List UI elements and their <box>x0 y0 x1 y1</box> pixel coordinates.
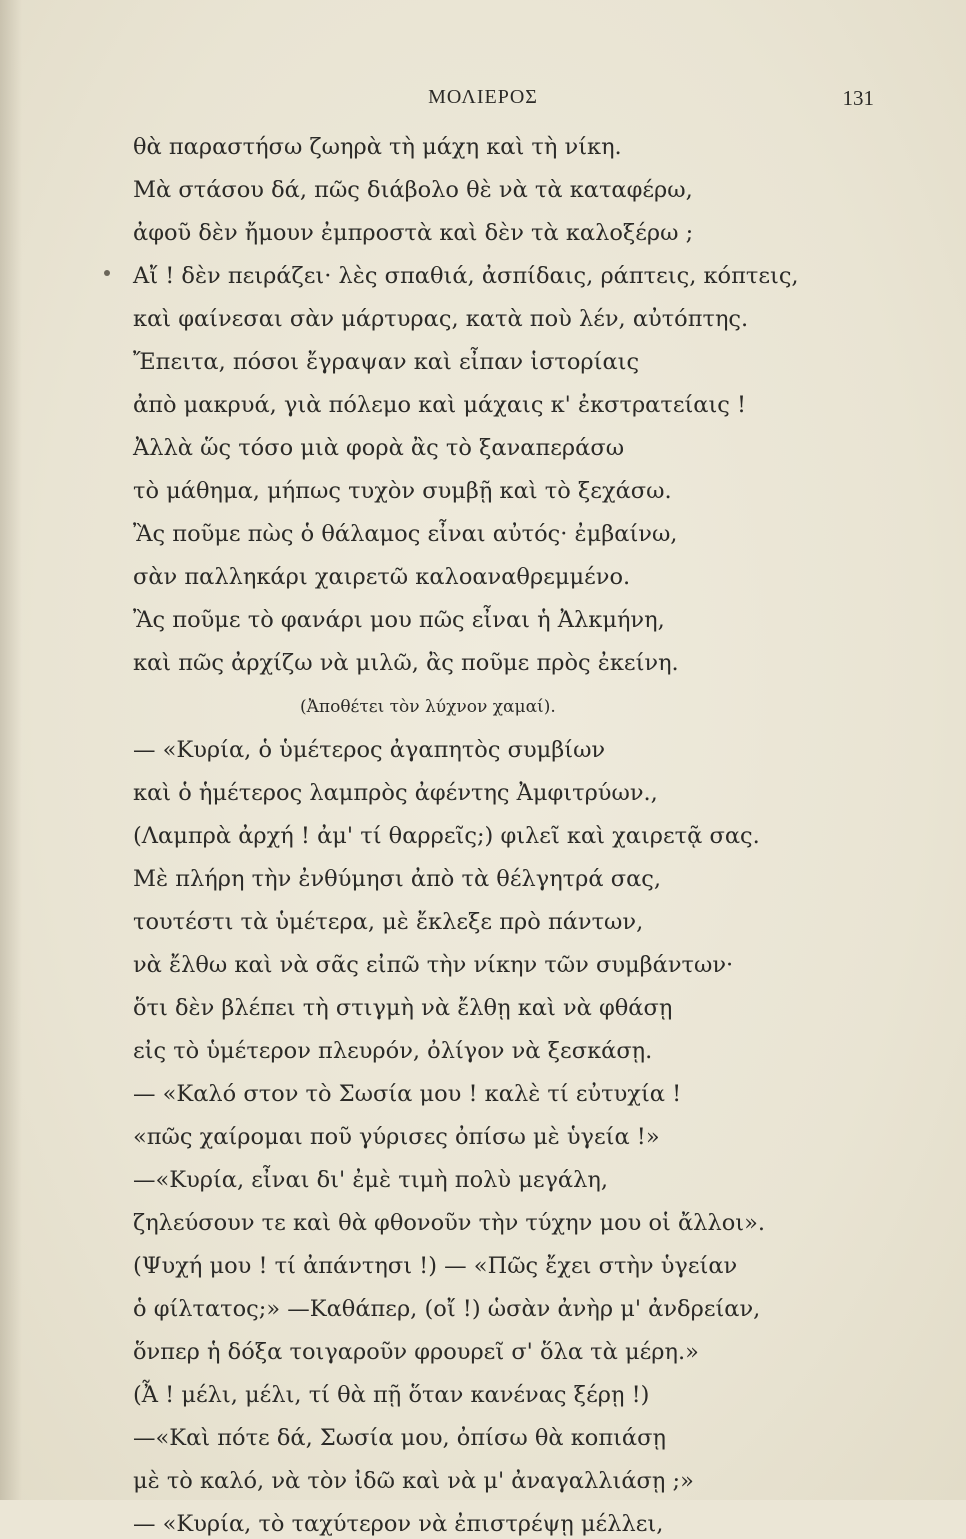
text-line: ἀπὸ μακρυά, γιὰ πόλεμο καὶ μάχαις κ' ἐκστρατείαις ! <box>133 392 747 418</box>
text-line: Ἔπειτα, πόσοι ἔγραψαν καὶ εἶπαν ἱστορίαις <box>133 349 640 375</box>
text-line: ὅτι δὲν βλέπει τὴ στιγμὴ νὰ ἔλθῃ καὶ νὰ φθάσῃ <box>133 995 673 1021</box>
running-head: ΜΟΛΙΕΡΟΣ <box>428 86 538 108</box>
text-line: τὸ μάθημα, μήπως τυχὸν συμβῇ καὶ τὸ ξεχάσω. <box>133 478 672 504</box>
text-line: Ἂς ποῦμε πὼς ὁ θάλαμος εἶναι αὐτός· ἐμβαίνω, <box>133 521 678 547</box>
text-line: νὰ ἔλθω καὶ νὰ σᾶς εἰπῶ τὴν νίκην τῶν συμβάντων· <box>133 952 734 978</box>
text-line: ζηλεύσουν τε καὶ θὰ φθονοῦν τὴν τύχην μου οἱ ἄλλοι». <box>133 1210 765 1236</box>
text-line: Ἂς ποῦμε τὸ φανάρι μου πῶς εἶναι ἡ Ἀλκμήνη, <box>133 607 665 633</box>
text-line: τουτέστι τὰ ὑμέτερα, μὲ ἔκλεξε πρὸ πάντων, <box>133 909 644 935</box>
stage-direction: (Ἀποθέτει τὸν λύχνον χαμαί). <box>300 697 556 717</box>
text-line: (Λαμπρὰ ἀρχή ! ἀμ' τί θαρρεῖς;) φιλεῖ καὶ χαιρετᾷ σας. <box>133 823 760 849</box>
text-line: — «Καλό στον τὸ Σωσία μου ! καλὲ τί εὐτυχία ! <box>133 1081 682 1107</box>
text-line: θὰ παραστήσω ζωηρὰ τὴ μάχη καὶ τὴ νίκη. <box>133 134 622 160</box>
text-line: καὶ πῶς ἀρχίζω νὰ μιλῶ, ἂς ποῦμε πρὸς ἐκείνη. <box>133 650 679 676</box>
text-line: ὁ φίλτατος;» —Καθάπερ, (οἴ !) ὡσὰν ἀνὴρ μ' ἀνδρείαν, <box>133 1296 761 1322</box>
text-line: Μὰ στάσου δά, πῶς διάβολο θὲ νὰ τὰ καταφέρω, <box>133 177 693 203</box>
text-line: Αἴ ! δὲν πειράζει· λὲς σπαθιά, ἀσπίδαις, ράπτεις, κόπτεις, <box>133 263 799 289</box>
page-gutter-shadow <box>0 0 22 1500</box>
text-line: —«Καὶ πότε δά, Σωσία μου, ὀπίσω θὰ κοπιάσῃ <box>133 1425 666 1451</box>
text-line: μὲ τὸ καλό, νὰ τὸν ἰδῶ καὶ νὰ μ' ἀναγαλλιάσῃ ;» <box>133 1468 694 1494</box>
text-line: καὶ φαίνεσαι σὰν μάρτυρας, κατὰ ποὺ λέν, αὐτόπτης. <box>133 306 749 332</box>
text-line: ὅνπερ ἡ δόξα τοιγαροῦν φρουρεῖ σ' ὅλα τὰ μέρη.» <box>133 1339 699 1365</box>
text-line: Ἀλλὰ ὥς τόσο μιὰ φορὰ ἂς τὸ ξαναπεράσω <box>133 435 625 461</box>
text-line: ἀφοῦ δὲν ἤμουν ἐμπροστὰ καὶ δὲν τὰ καλοξέρω ; <box>133 220 694 246</box>
text-line: (Ἆ ! μέλι, μέλι, τί θὰ πῇ ὅταν κανένας ξέρῃ !) <box>133 1382 650 1408</box>
text-line: (Ψυχή μου ! τί ἀπάντησι !) — «Πῶς ἔχει στὴν ὑγείαν <box>133 1253 738 1279</box>
text-line: —«Κυρία, εἶναι δι' ἐμὲ τιμὴ πολὺ μεγάλη, <box>133 1167 609 1193</box>
text-line: «πῶς χαίρομαι ποῦ γύρισες ὀπίσω μὲ ὑγεία !» <box>133 1124 660 1150</box>
page-number: 131 <box>842 86 874 110</box>
text-line: εἰς τὸ ὑμέτερον πλευρόν, ὀλίγον νὰ ξεσκάσῃ. <box>133 1038 653 1064</box>
text-line: καὶ ὁ ἡμέτερος λαμπρὸς ἀφέντης Ἀμφιτρύων., <box>133 780 658 806</box>
text-line: — «Κυρία, ὁ ὑμέτερος ἀγαπητὸς συμβίων <box>133 737 606 763</box>
margin-ink-mark <box>104 270 110 276</box>
text-line: σὰν παλληκάρι χαιρετῶ καλοαναθρεμμένο. <box>133 564 631 590</box>
text-line: Μὲ πλήρη τὴν ἐνθύμησι ἀπὸ τὰ θέλγητρά σας, <box>133 866 662 892</box>
page-header <box>0 86 966 116</box>
text-line: — «Κυρία, τὸ ταχύτερον νὰ ἐπιστρέψῃ μέλλει, <box>133 1511 664 1537</box>
